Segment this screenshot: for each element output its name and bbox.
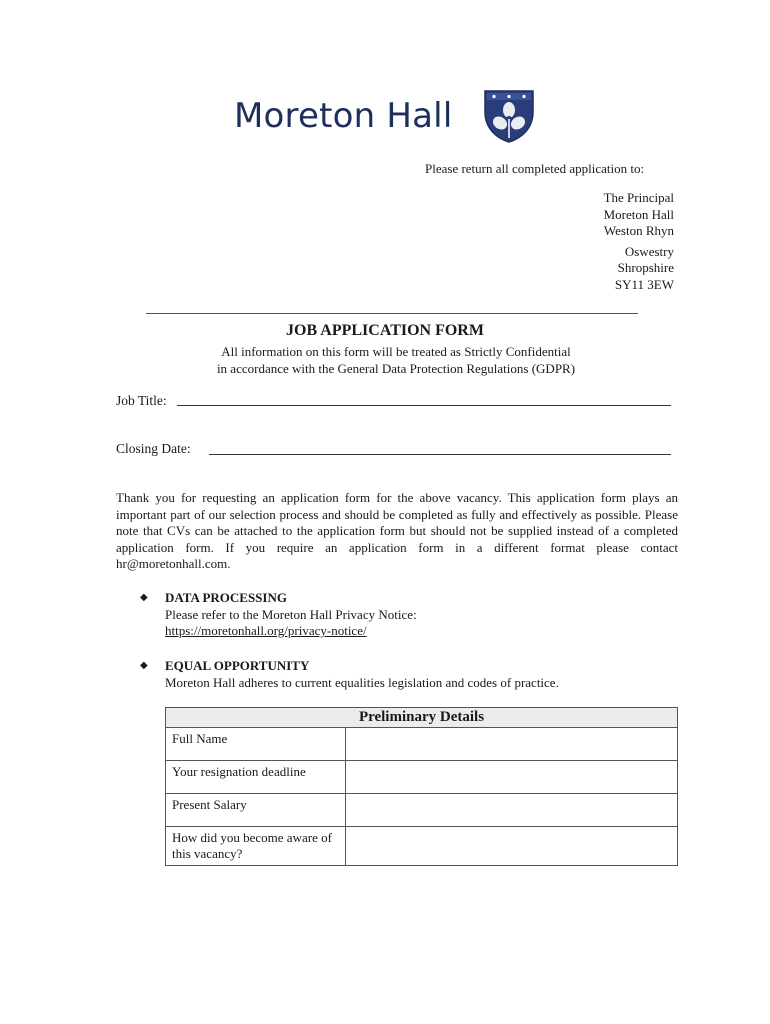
vacancy-source-input[interactable] <box>346 827 678 866</box>
job-title-label: Job Title: <box>116 393 167 408</box>
job-title-field[interactable] <box>177 392 671 406</box>
row-label: Your resignation deadline <box>166 761 346 794</box>
return-instruction: Please return all completed application to: <box>425 161 645 176</box>
diamond-bullet-icon: ◆ <box>140 592 148 603</box>
privacy-notice-link[interactable]: https://moretonhall.org/privacy-notice/ <box>165 623 367 638</box>
school-name: Moreton Hall <box>234 96 453 136</box>
address-line: Weston Rhyn <box>603 223 674 238</box>
row-label: How did you become aware of this vacancy? <box>166 827 346 866</box>
present-salary-input[interactable] <box>346 794 678 827</box>
header-divider <box>146 313 638 314</box>
subtitle-line-1: All information on this form will be treated as Strictly Confidential <box>221 344 571 359</box>
section-text: Please refer to the Moreton Hall Privacy Notice: <box>165 606 417 622</box>
school-logo <box>234 88 544 146</box>
section-text: Moreton Hall adheres to current equalities legislation and codes of practice. <box>165 674 559 690</box>
confidentiality-notice <box>0 343 770 377</box>
address-line: Oswestry <box>624 243 674 259</box>
closing-date-label: Closing Date: <box>116 441 191 456</box>
closing-date-field[interactable] <box>209 440 671 455</box>
section-heading: DATA PROCESSING <box>165 590 287 605</box>
table-row <box>166 761 678 794</box>
full-name-input[interactable] <box>346 728 678 761</box>
address-line: Shropshire <box>617 260 674 275</box>
row-label: Full Name <box>166 728 346 761</box>
section-heading: EQUAL OPPORTUNITY <box>165 658 310 673</box>
subtitle-line-2: in accordance with the General Data Protection Regulations (GDPR) <box>216 361 576 376</box>
return-address <box>604 190 674 293</box>
address-line: SY11 3EW <box>614 276 674 292</box>
diamond-bullet-icon: ◆ <box>140 660 148 671</box>
table-row <box>166 827 678 866</box>
form-title: JOB APPLICATION FORM <box>286 322 484 339</box>
intro-paragraph: Thank you for requesting an application form for the above vacancy. This application form plays an important part of our selection process and should be completed as fully and effectively as possible. Please note that CVs can be attached to the application form but should not be supplied instead of a completed application form. If you require an application form in a different format please contact hr@moretonhall.com. <box>116 490 678 572</box>
address-line: Moreton Hall <box>603 206 674 222</box>
table-row <box>166 728 678 761</box>
table-row <box>166 794 678 827</box>
address-line: The Principal <box>603 190 674 205</box>
row-label: Present Salary <box>166 794 346 827</box>
preliminary-details-table <box>165 707 678 866</box>
school-crest-icon <box>482 88 536 144</box>
table-heading: Preliminary Details <box>166 708 678 728</box>
resignation-deadline-input[interactable] <box>346 761 678 794</box>
